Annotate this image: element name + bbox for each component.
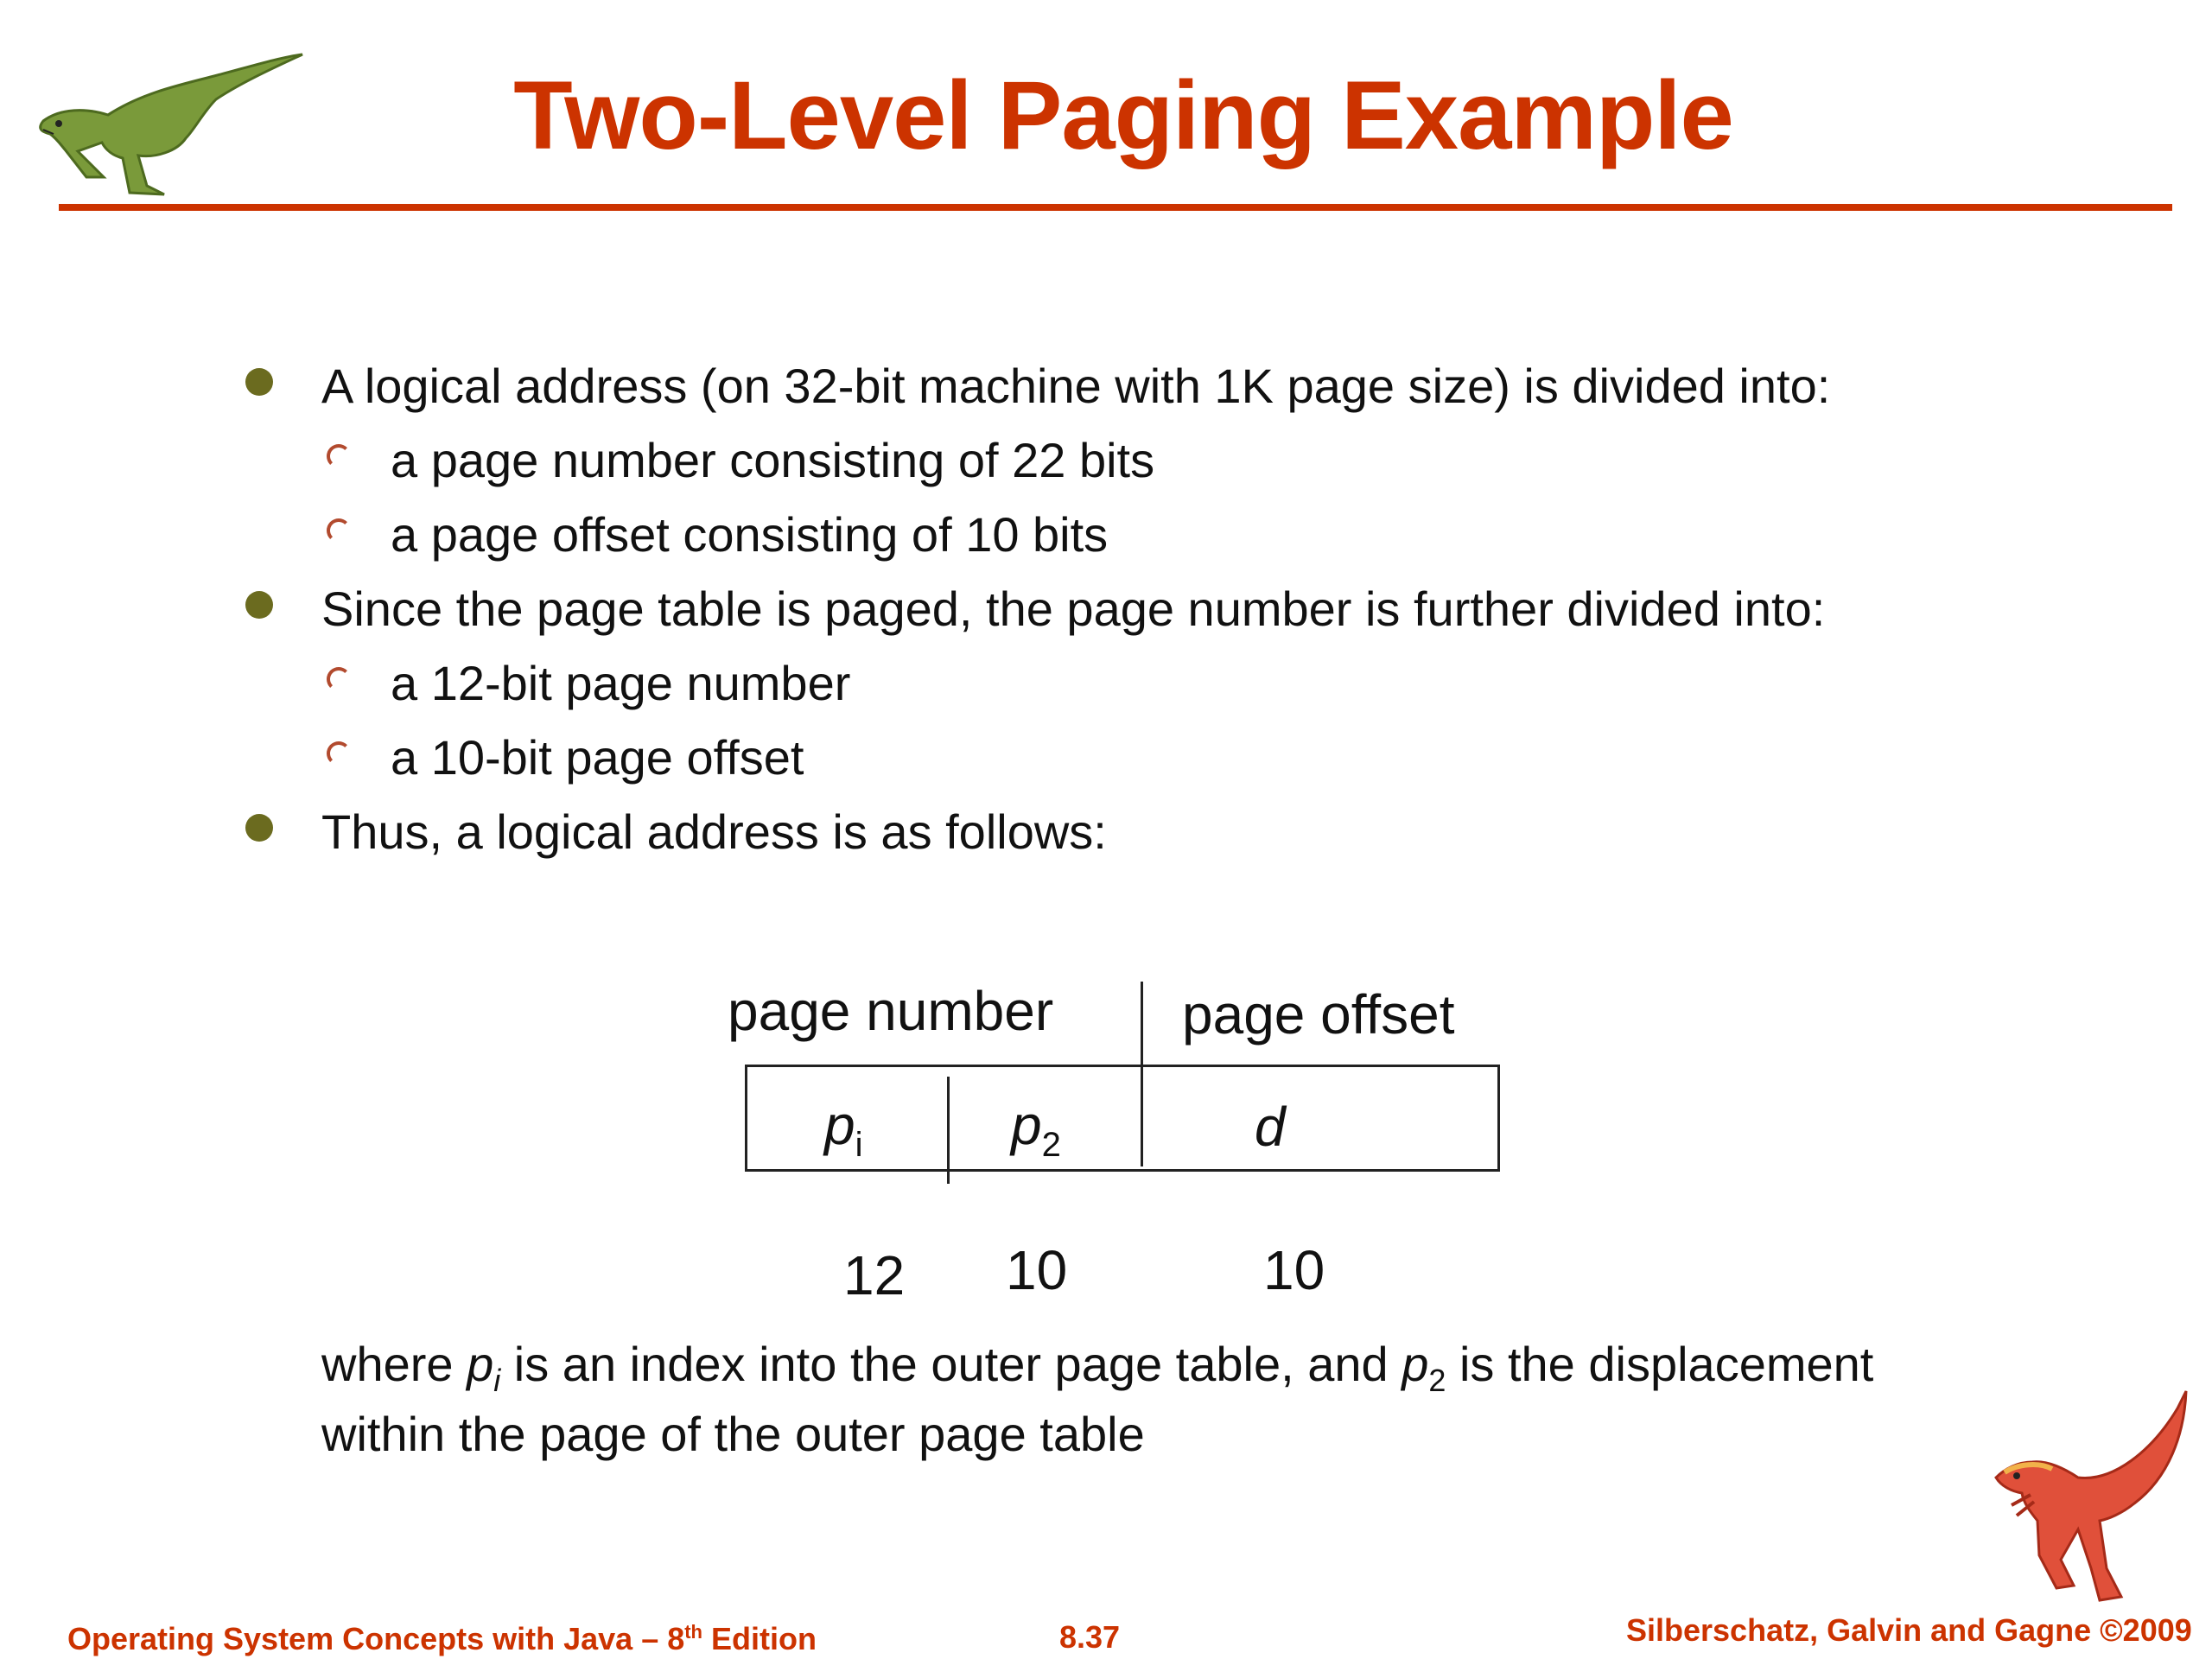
bits-p1: 12 (843, 1244, 906, 1306)
cell-p1: $p_i$ (824, 1094, 863, 1164)
bullet-dot (245, 368, 273, 396)
page-number-header: page number (728, 980, 1054, 1042)
red-dinosaur-logo (1970, 1382, 2195, 1616)
bullet-dot (245, 591, 273, 619)
bullet-1-sub-2: a page offset consisting of 10 bits (391, 507, 1109, 562)
sub-bullet-mark (327, 518, 351, 543)
footer-copyright: Silberschatz, Galvin and Gagne ©2009 (1626, 1612, 2192, 1648)
bits-d: 10 (1263, 1239, 1325, 1301)
slide-title: Two-Level Paging Example (513, 61, 1733, 169)
sub-bullet-mark (327, 741, 351, 766)
bullet-1-sub-1: a page number consisting of 22 bits (391, 433, 1155, 487)
bullet-1-text: A logical address (on 32-bit machine with 1K page size) is divided into: (321, 359, 1831, 413)
bullet-dot (245, 814, 273, 842)
sub-bullet-mark (327, 444, 351, 468)
divider-page-number-offset (1141, 982, 1143, 1166)
bits-p2: 10 (1006, 1239, 1068, 1301)
bullet-2-sub-2: a 10-bit page offset (391, 730, 804, 785)
footer-page-number: 8.37 (1059, 1619, 1121, 1655)
bullet-2-text: Since the page table is paged, the page number is further divided into: (321, 582, 1826, 636)
bullet-2-sub-1: a 12-bit page number (391, 656, 851, 710)
page-offset-header: page offset (1182, 983, 1455, 1046)
divider-p1-p2 (947, 1077, 950, 1184)
where-explanation: where $p_i$ is an index into the outer page table, and $p_2$ is the displacement within the page of the outer page table (321, 1337, 1874, 1462)
bullet-3-text: Thus, a logical address is as follows: (321, 804, 1107, 859)
footer-book-title: Operating System Concepts with Java – 8th Edition (67, 1621, 817, 1656)
cell-d: d (1255, 1096, 1286, 1158)
cell-p2: $p_2$ (1011, 1094, 1061, 1164)
sub-bullet-mark (327, 667, 351, 691)
title-rule (59, 204, 2172, 211)
